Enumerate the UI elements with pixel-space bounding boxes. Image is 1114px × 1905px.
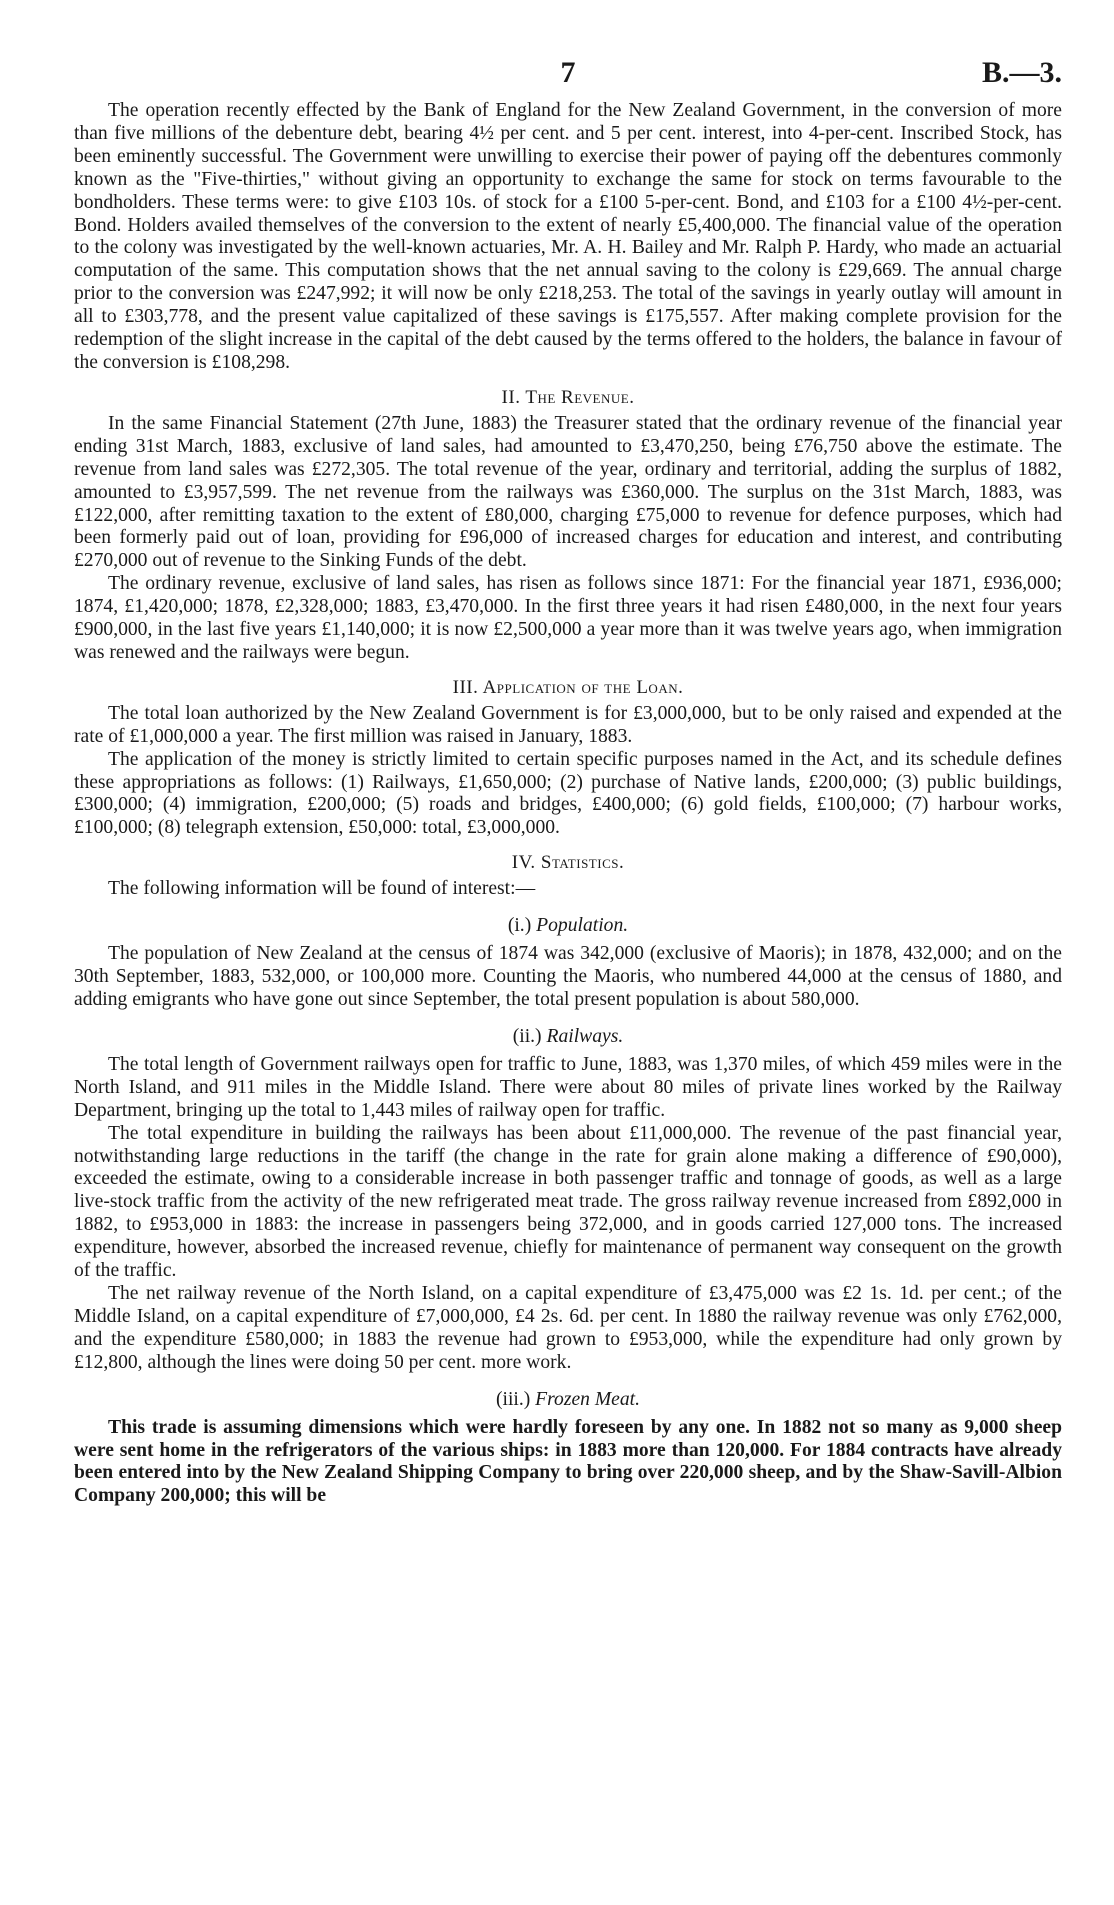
subsection-heading-railways xyxy=(74,1026,1062,1048)
railways-paragraph-1: The total length of Government railways open for traffic to June, 1883, was 1,370 miles, of which 459 miles were in the North Island, and 911 miles in the Middle Island. There were about 80 miles of private lines worked by the Railway Department, bringing up the total to 1,443 miles of railway open for traffic. xyxy=(74,1053,1062,1121)
statistics-intro: The following information will be found of interest:— xyxy=(108,878,536,900)
intro-paragraph: The operation recently effected by the Bank of England for the New Zealand Government, in the conversion of more than five millions of the debenture debt, bearing 4½ per cent. and 5 per cent. interest, into 4-per-cent. Inscribed Stock, has been eminently successful. The Government were unwilling to exercise their power of paying off the debentures commonly known as the "Five-thirties," without giving an opportunity to exchange the same for stock on terms favourable to the bondholders. These terms were: to give £103 10s. of stock for a £100 5-per-cent. Bond, and £103 for a £100 4½-per-cent. Bond. Holders availed themselves of the conversion to the extent of nearly £5,400,000. The financial value of the operation to the colony was investigated by the well-known actuaries, Mr. A. H. Bailey and Mr. Ralph P. Hardy, who made an actuarial computation of the same. This computation shows that the net annual saving to the colony is £29,669. The annual charge prior to the conversion was £247,992; it will now be only £218,253. The total of the savings in yearly outlay will amount in all to £303,778, and the present value capitalized of these savings is £175,557. After making complete provision for the redemption of the slight increase in the capital of the debt caused by the terms offered to the holders, the balance in favour of the conversion is £108,298. xyxy=(74,100,1062,373)
subsection-number: (iii.) xyxy=(495,1388,531,1410)
subsection-number: (ii.) xyxy=(512,1025,542,1047)
document-reference: B.—3. xyxy=(981,56,1062,89)
subsection-title: Population. xyxy=(536,915,629,937)
revenue-paragraph-1: In the same Financial Statement (27th June, 1883) the Treasurer stated that the ordinary revenue of the financial year ending 31st March, 1883, exclusive of land sales, had amounted to £3,470,250, being £76,750 above the estimate. The revenue from land sales was £272,305. The total revenue of the year, ordinary and territorial, adding the surplus of 1882, amounted to £3,957,599. The net revenue from the railways was £360,000. The surplus on the 31st March, 1883, was £122,000, after remitting taxation to the extent of £80,000, charging £75,000 to revenue for defence purposes, which had been formerly paid out of loan, providing for £96,000 of increased charges for education and interest, and contributing £270,000 out of revenue to the Sinking Funds of the debt. xyxy=(74,412,1062,572)
subsection-heading-population xyxy=(74,915,1062,937)
page-number: 7 xyxy=(560,56,576,89)
population-paragraph: The population of New Zealand at the census of 1874 was 342,000 (exclusive of Maoris); in 1878, 432,000; and on the 30th September, 1883, 532,000, or 100,000 more. Counting the Maoris, who numbered 44,000 at the census of 1880, and adding emigrants who have gone out since September, the total present population is about 580,000. xyxy=(74,943,1062,1010)
frozen-meat-paragraph: This trade is assuming dimensions which were hardly foreseen by any one. In 1882 not so many as 9,000 sheep were sent home in the refrigerators of the various ships: in 1883 more than 120,000. For 1884 contracts have already been entered into by the New Zealand Shipping Company to bring over 220,000 sheep, and by the Shaw-Savill-Albion Company 200,000; this will be xyxy=(74,1416,1062,1507)
revenue-paragraph-2: The ordinary revenue, exclusive of land sales, has risen as follows since 1871: For the financial year 1871, £936,000; 1874, £1,420,000; 1878, £2,328,000; 1883, £3,470,000. In the first three years it had risen £480,000, in the next four years £900,000, in the last five years £1,140,000; it is now £2,500,000 a year more than it was twelve years ago, when immigration was renewed and the railways were begun. xyxy=(74,573,1062,663)
railways-paragraph-3: The net railway revenue of the North Island, on a capital expenditure of £3,475,000 was £2 1s. 1d. per cent.; of the Middle Island, on a capital expenditure of £7,000,000, £4 2s. 6d. per cent. In 1880 the railway revenue was only £762,000, and the expenditure £580,000; in 1883 the revenue had grown to £953,000, while the expenditure had only grown by £12,800, although the lines were doing 50 per cent. more work. xyxy=(74,1282,1062,1373)
section-heading-revenue: II. The Revenue. xyxy=(501,386,635,408)
document-page xyxy=(74,56,1062,1508)
subsection-heading-frozen-meat xyxy=(74,1389,1062,1411)
loan-paragraph-2: The application of the money is strictly limited to certain specific purposes named in the Act, and its schedule defines these appropriations as follows: (1) Railways, £1,650,000; (2) purchase of Native lands, £200,000; (3) public buildings, £300,000; (4) immigration, £200,000; (5) roads and bridges, £400,000; (6) gold fields, £100,000; (7) harbour works, £100,000; (8) telegraph extension, £50,000: total, £3,000,000. xyxy=(74,748,1062,839)
subsection-title: Frozen Meat. xyxy=(535,1388,641,1410)
subsection-number: (i.) xyxy=(507,915,532,937)
page-header xyxy=(74,56,1062,100)
section-heading-loan: III. Application of the Loan. xyxy=(452,676,684,698)
loan-paragraph-1: The total loan authorized by the New Zealand Government is for £3,000,000, but to be only raised and expended at the rate of £1,000,000 a year. The first million was raised in January, 1883. xyxy=(74,702,1062,747)
section-heading-statistics: IV. Statistics. xyxy=(511,852,625,874)
railways-paragraph-2: The total expenditure in building the railways has been about £11,000,000. The revenue of the past financial year, notwithstanding large reductions in the tariff (the change in the rate for grain alone making a difference of £90,000), exceeded the estimate, owing to a considerable increase in both passenger traffic and tonnage of goods, as well as a large live-stock traffic from the activity of the new refrigerated meat trade. The gross railway revenue increased from £892,000 in 1882, to £953,000 in 1883: the increase in passengers being 372,000, and in goods carried 127,000 tons. The increased expenditure, however, absorbed the increased revenue, chiefly for maintenance of permanent way consequent on the growth of the traffic. xyxy=(74,1122,1062,1282)
subsection-title: Railways. xyxy=(546,1025,624,1047)
